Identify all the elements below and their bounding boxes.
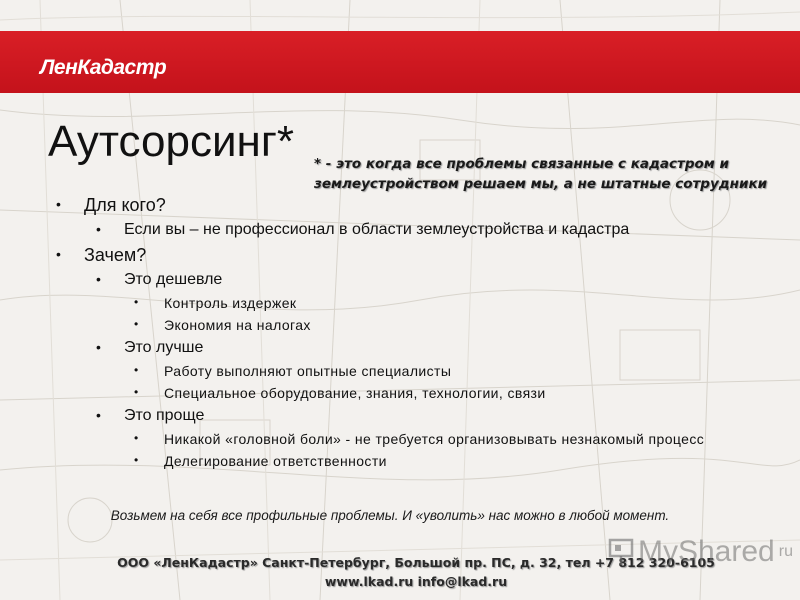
slide-title: Аутсорсинг* — [48, 117, 294, 166]
bullet-icon: • — [134, 317, 139, 331]
company-logo: ЛенКадастр — [40, 56, 167, 79]
list-item: • Для кого? — [50, 192, 770, 218]
presentation-icon — [608, 537, 634, 567]
bullet-icon: • — [96, 407, 101, 423]
footnote-definition: * - это когда все проблемы связанные с кадастром и землеустройством решаем мы, а не штатные сотрудники — [314, 156, 768, 192]
footer-links: www.lkad.ru info@lkad.ru — [324, 574, 508, 589]
bullet-icon: • — [56, 246, 61, 262]
list-item: • Это лучше — [50, 336, 770, 360]
list-item: • Делегирование ответственности — [50, 450, 770, 472]
bullet-icon: • — [96, 221, 101, 237]
list-item: • Контроль издержек — [50, 292, 770, 314]
list-item: • Зачем? — [50, 242, 770, 268]
watermark — [608, 535, 793, 569]
list-item: • Это проще — [50, 404, 770, 428]
footer-address: ООО «ЛенКадастр» Санкт-Петербург, Большой пр. ПС, д. 32, тел +7 812 320-6105 — [117, 555, 715, 570]
bullet-icon: • — [134, 363, 139, 377]
watermark-text: MyShared — [638, 535, 775, 568]
bullet-icon: • — [134, 295, 139, 309]
bullet-icon: • — [134, 431, 139, 445]
list-item: • Экономия на налогах — [50, 314, 770, 336]
slogan: Возьмем на себя все профильные проблемы. И «уволить» нас можно в любой момент. — [110, 508, 670, 523]
bullet-list — [50, 192, 770, 472]
bullet-icon: • — [96, 339, 101, 355]
list-item: • Если вы – не профессионал в области землеустройства и кадастра — [50, 218, 770, 242]
bullet-icon: • — [134, 453, 139, 467]
bullet-icon: • — [96, 271, 101, 287]
list-item: • Это дешевле — [50, 268, 770, 292]
list-item: • Работу выполняют опытные специалисты — [50, 360, 770, 382]
watermark-suffix: ru — [778, 543, 793, 560]
bullet-icon: • — [134, 385, 139, 399]
list-item: • Никакой «головной боли» - не требуется организовывать незнакомый процесс — [50, 428, 774, 450]
bullet-icon: • — [56, 196, 61, 212]
list-item: • Специальное оборудование, знания, технологии, связи — [50, 382, 770, 404]
